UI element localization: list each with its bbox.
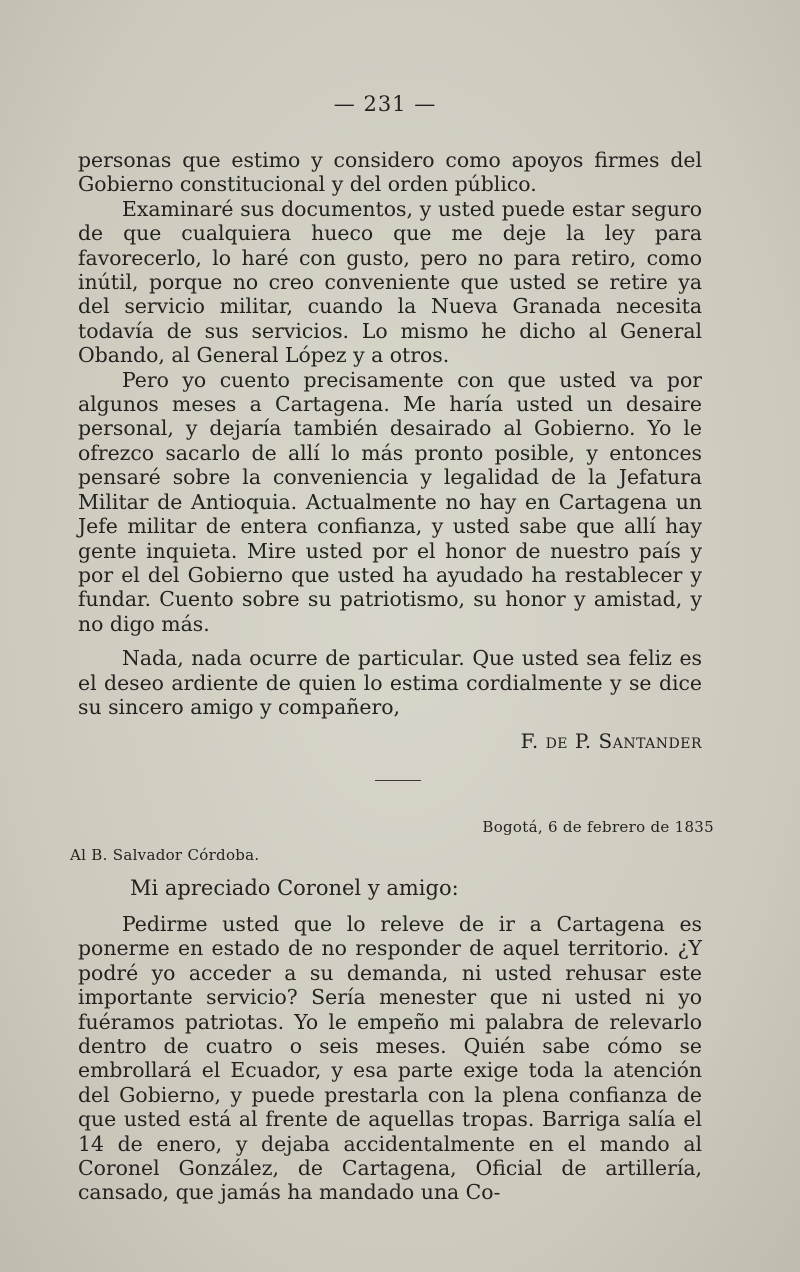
addressee: Al B. Salvador Córdoba. — [70, 846, 260, 864]
paragraph: Pedirme usted que lo releve de ir a Cartagena es ponerme en estado de no responder de aquel territorio. ¿Y podré yo acceder a su demanda, ni usted rehusar este importante servicio? Sería menester que ni usted ni yo fuéramos patriotas. Yo le empeño mi palabra de relevarlo dentro de cuatro o seis meses. Quién sabe cómo se embrollará el Ecuador, y esa parte exige toda la atención del Gobierno, y puede prestarla con la plena confianza de que usted está al frente de aquellas tropas. Barriga salía el 14 de enero, y dejaba accidentalmente en el mando al Coronel González, de Cartagena, Oficial de artillería, cansado, que jamás ha mandado una Co- — [78, 912, 702, 1205]
paragraph: Pero yo cuento precisamente con que usted va por algunos meses a Cartagena. Me haría usted un desaire personal, y dejaría también desairado al Gobierno. Yo le ofrezco sacarlo de allí lo más pronto posible, y entonces pensaré sobre la conveniencia y legalidad de la Jefatura Militar de Antioquia. Actualmente no hay en Cartagena un Jefe militar de entera confianza, y usted sabe que allí hay gente inquieta. Mire usted por el honor de nuestro país y por el del Gobierno que usted ha ayudado ha restablecer y fundar. Cuento sobre su patriotismo, su honor y amistad, y no digo más. — [78, 367, 702, 636]
signature: F. de P. Santander — [520, 729, 702, 753]
page-number: — 231 — — [333, 92, 437, 116]
letter-body-first — [78, 148, 702, 719]
paragraph: personas que estimo y considero como apoyos firmes del Gobierno constitucional y del orden público. — [78, 148, 702, 197]
letter-date: Bogotá, 6 de febrero de 1835 — [482, 818, 714, 836]
paragraph: Examinaré sus documentos, y usted puede estar seguro de que cualquiera hueco que me deje la ley para favorecerlo, lo haré con gusto, pero no para retiro, como inútil, porque no creo conveniente que usted se retire ya del servicio militar, cuando la Nueva Granada necesita todavía de sus servicios. Lo mismo he dicho al General Obando, al General López y a otros. — [78, 196, 702, 368]
section-divider — [375, 780, 421, 781]
salutation: Mi apreciado Coronel y amigo: — [130, 876, 459, 900]
paragraph: Nada, nada ocurre de particular. Que usted sea feliz es el deseo ardiente de quien lo estima cordialmente y se dice su sincero amigo y compañero, — [78, 646, 702, 719]
letter-body-second — [78, 912, 702, 1205]
